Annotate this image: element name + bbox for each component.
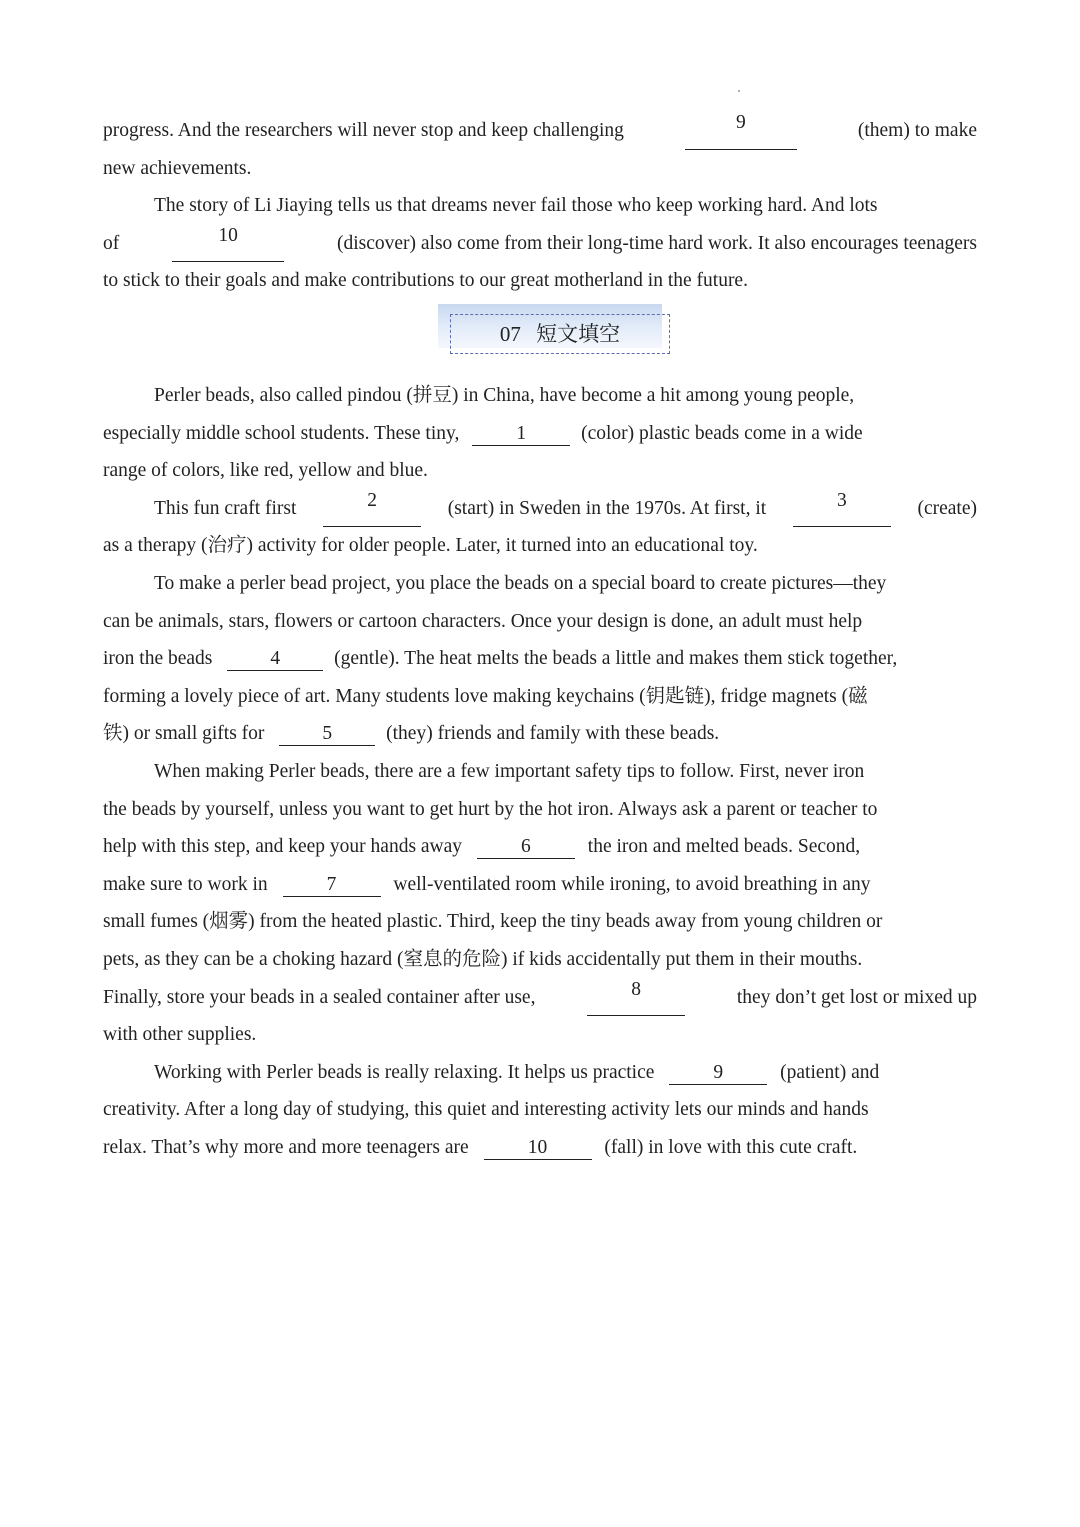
- text-line: Perler beads, also called pindou (拼豆) in China, have become a hit among young people,: [154, 385, 855, 406]
- text-line: small fumes (烟雾) from the heated plastic. Third, keep the tiny beads away from young children or: [103, 911, 883, 933]
- section-label: [450, 314, 670, 354]
- text-line: When making Perler beads, there are a few important safety tips to follow. First, never iron: [154, 760, 865, 782]
- blank-10-prev[interactable]: 10: [172, 225, 284, 263]
- text-line: can be animals, stars, flowers or cartoon characters. Once your design is done, an adult must help: [103, 610, 863, 632]
- blank-10[interactable]: 10: [484, 1137, 592, 1160]
- text-line: of 10 (discover) also come from their long-time hard work. It also encourages teenagers: [103, 225, 977, 263]
- blank-8[interactable]: 8: [587, 979, 685, 1017]
- text-line: forming a lovely piece of art. Many students love making keychains (钥匙链), fridge magnets (磁: [103, 685, 868, 707]
- blank-9-prev[interactable]: 9: [685, 112, 797, 150]
- text-line: make sure to work in 7 well-ventilated room while ironing, to avoid breathing in any: [103, 873, 871, 895]
- blank-1[interactable]: 1: [472, 423, 570, 446]
- text-line: with other supplies.: [103, 1024, 257, 1046]
- blank-9[interactable]: 9: [669, 1062, 767, 1085]
- blank-6[interactable]: 6: [477, 836, 575, 859]
- text-line: relax. That’s why more and more teenagers are 10 (fall) in love with this cute craft.: [103, 1136, 858, 1158]
- section-title: 短文填空: [536, 322, 621, 346]
- blank-3[interactable]: 3: [793, 490, 891, 528]
- text-line: to stick to their goals and make contributions to our great motherland in the future.: [103, 270, 748, 292]
- text-line: To make a perler bead project, you place the beads on a special board to create pictures—they: [154, 572, 887, 594]
- text-line: new achievements.: [103, 157, 252, 179]
- section-heading: [438, 304, 674, 358]
- text-line: This fun craft first 2 (start) in Sweden in the 1970s. At first, it 3 (create): [103, 490, 977, 528]
- blank-7[interactable]: 7: [283, 874, 381, 897]
- section-number: 07: [499, 322, 521, 346]
- blank-5[interactable]: 5: [279, 723, 375, 746]
- stray-dot: [738, 90, 740, 92]
- passage: [103, 377, 977, 1166]
- text-line: range of colors, like red, yellow and blue.: [103, 460, 428, 482]
- text-line: especially middle school students. These tiny, 1 (color) plastic beads come in a wide: [103, 422, 863, 444]
- blank-2[interactable]: 2: [323, 490, 421, 528]
- text-line: Finally, store your beads in a sealed container after use, 8 they don’t get lost or mixed up: [103, 979, 977, 1017]
- text-line: pets, as they can be a choking hazard (窒息的危险) if kids accidentally put them in their mouths.: [103, 948, 863, 970]
- text-line: help with this step, and keep your hands away 6 the iron and melted beads. Second,: [103, 836, 861, 858]
- text-line: as a therapy (治疗) activity for older people. Later, it turned into an educational toy.: [103, 535, 758, 557]
- text-line: progress. And the researchers will never stop and keep challenging 9 (them) to make: [103, 112, 977, 150]
- blank-4[interactable]: 4: [227, 648, 323, 671]
- text-line: The story of Li Jiaying tells us that dreams never fail those who keep working hard. And lots: [154, 195, 878, 217]
- previous-passage: [103, 112, 977, 300]
- text-line: 铁) or small gifts for 5 (they) friends and family with these beads.: [103, 723, 720, 745]
- text-line: the beads by yourself, unless you want to get hurt by the hot iron. Always ask a parent or teacher to: [103, 798, 878, 820]
- text-line: Working with Perler beads is really relaxing. It helps us practice 9 (patient) and: [154, 1061, 880, 1083]
- text-line: iron the beads 4 (gentle). The heat melts the beads a little and makes them stick together,: [103, 648, 898, 670]
- text-line: creativity. After a long day of studying, this quiet and interesting activity lets our minds and hands: [103, 1099, 869, 1121]
